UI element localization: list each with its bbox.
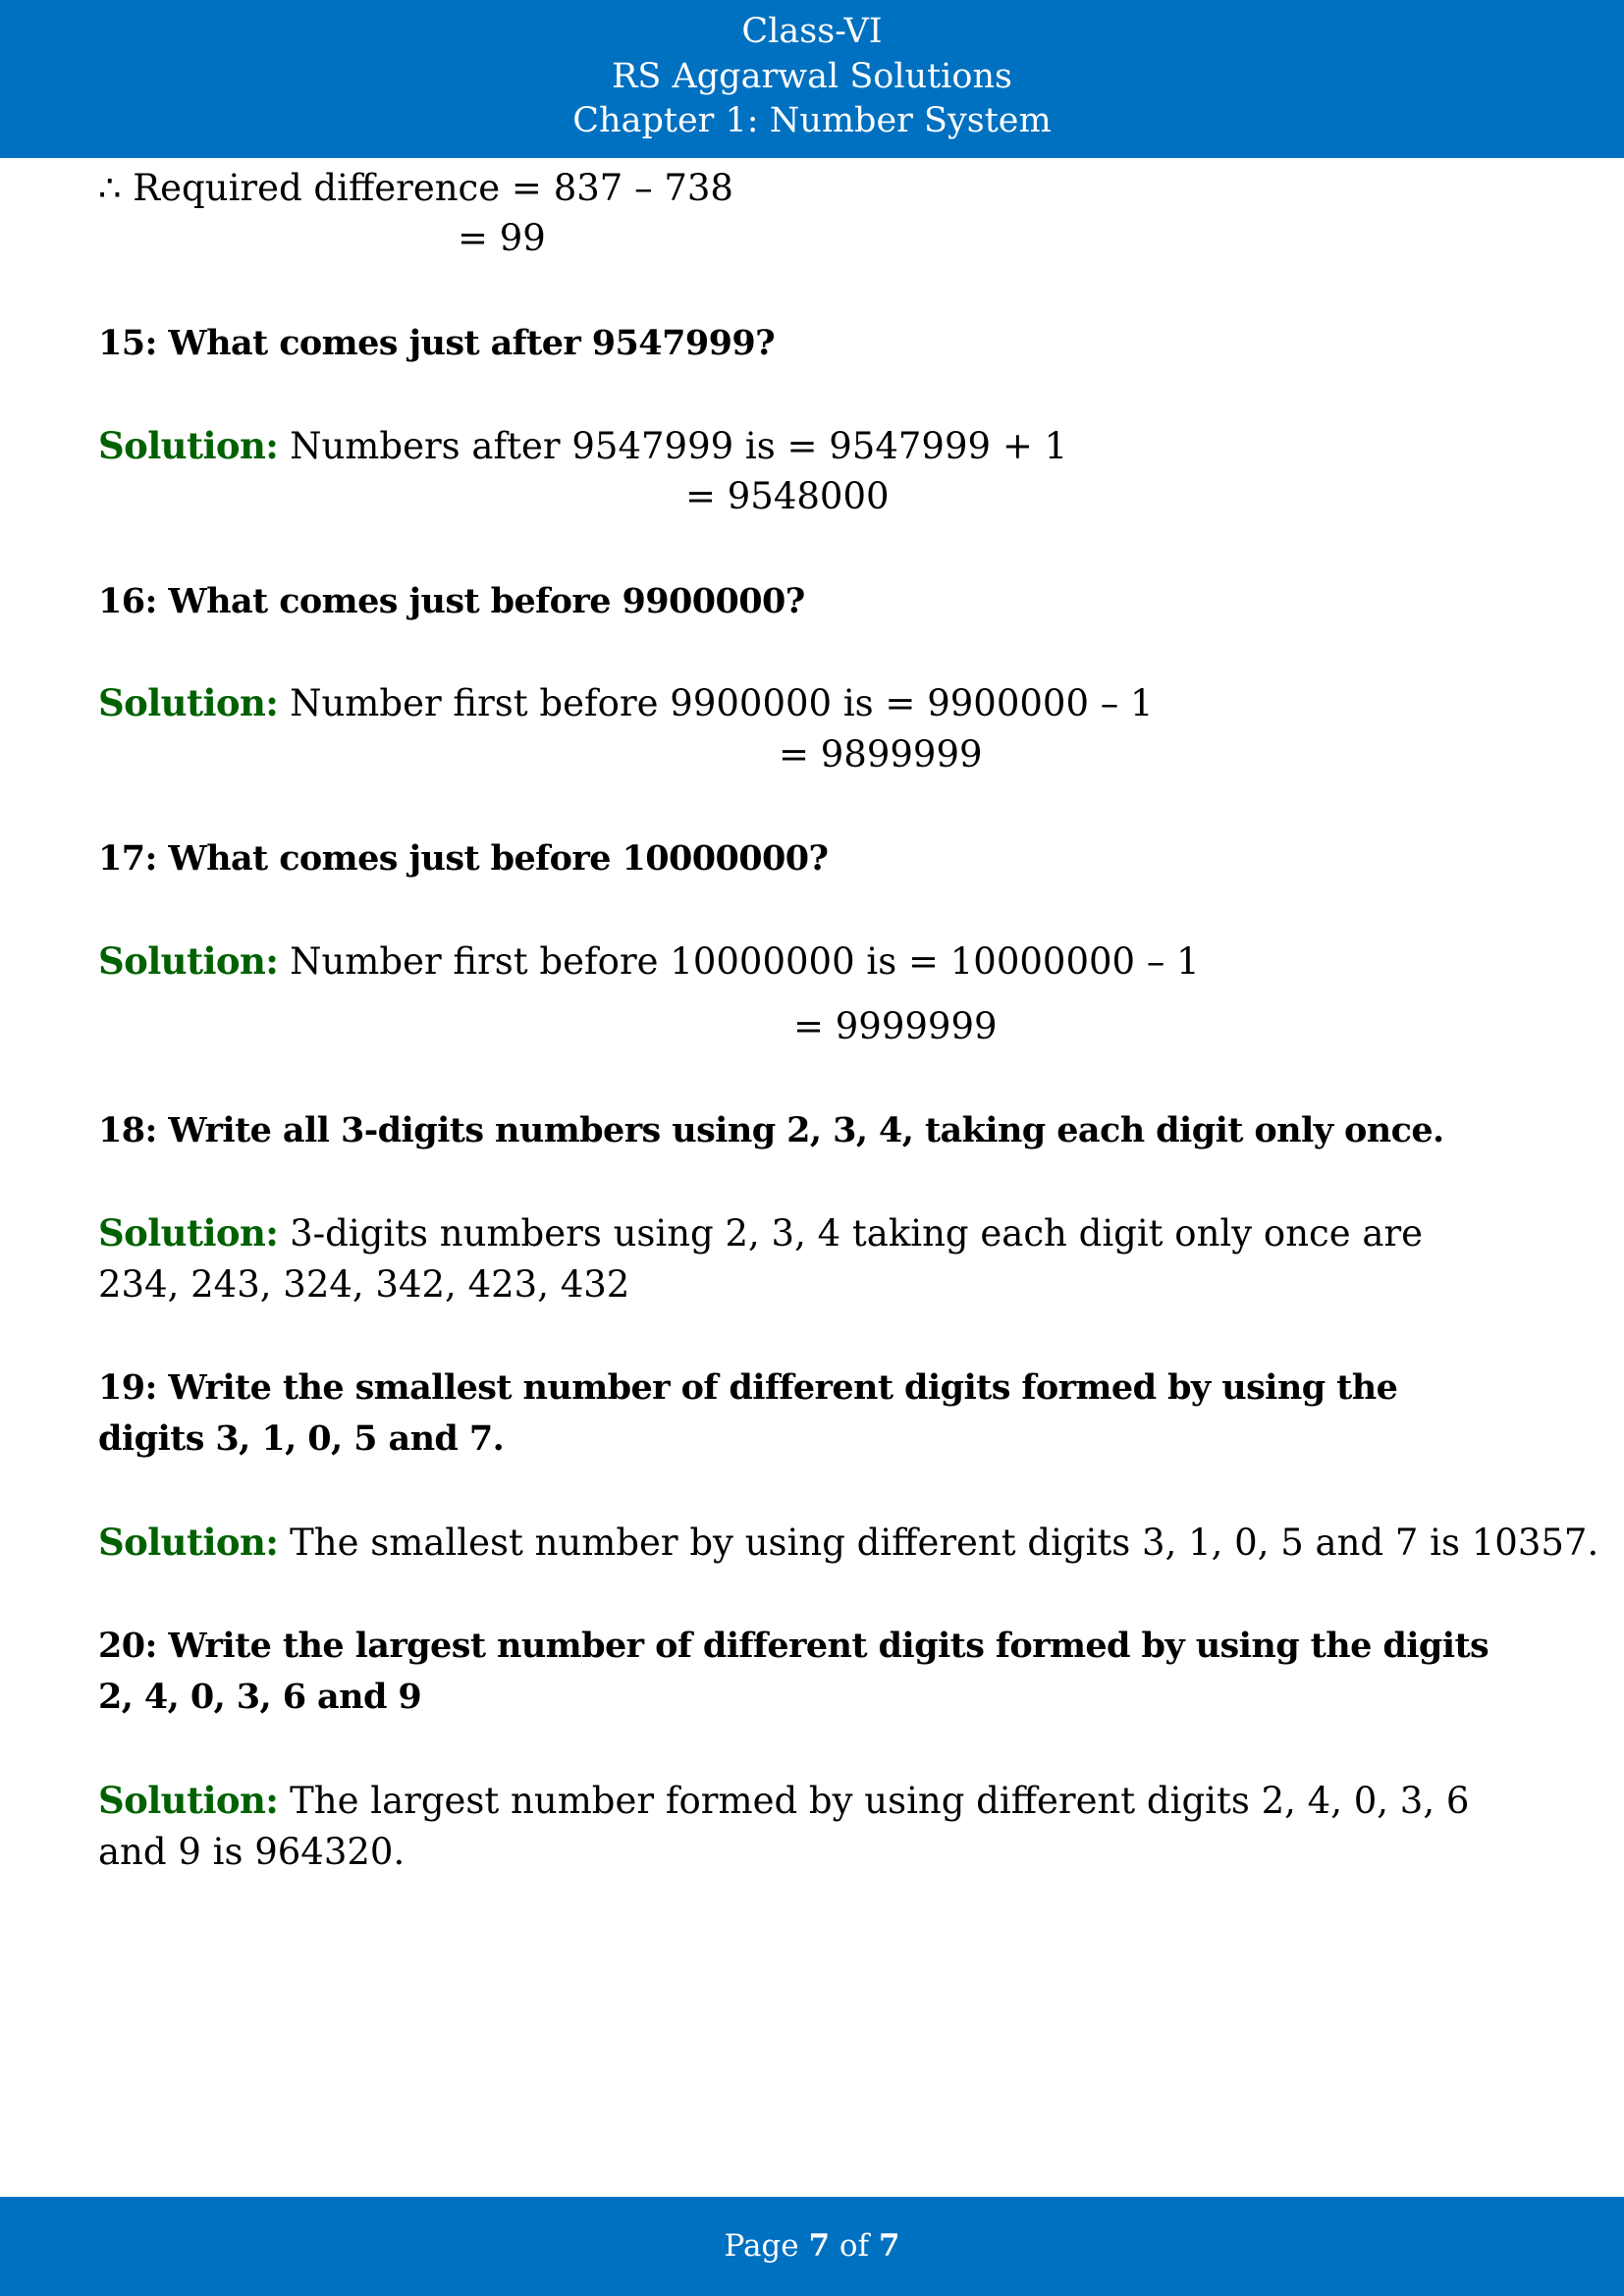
solution-16-line2: = 9899999 (779, 733, 983, 775)
current-page: 7 (808, 2228, 831, 2264)
page-word: Page (724, 2228, 799, 2264)
of-word: of (839, 2228, 870, 2264)
solution-label: Solution: (98, 681, 279, 724)
solution-15-line1: Numbers after 9547999 is = 9547999 + 1 (278, 425, 1068, 467)
solution-19-text: The smallest number by using different digits 3, 1, 0, 5 and 7 is 10357. (278, 1522, 1599, 1564)
question-19: 19: Write the smallest number of different digits formed by using the digits 3, 1, 0, 5 and 7. (98, 1367, 1398, 1459)
question-16: 16: What comes just before 9900000? (98, 581, 805, 621)
solution-label: Solution: (98, 939, 279, 983)
page-footer (0, 2197, 1624, 2296)
solution-18-text: 3-digits numbers using 2, 3, 4 taking each digit only once are 234, 243, 324, 342, 423, 432 (98, 1212, 1424, 1306)
question-20: 20: Write the largest number of different digits formed by using the digits 2, 4, 0, 3, 6 and 9 (98, 1626, 1489, 1717)
solution-15-line2: = 9548000 (685, 475, 890, 517)
solution-17-line2: = 9999999 (793, 1005, 998, 1047)
page-number (0, 2226, 1624, 2266)
question-15: 15: What comes just after 9547999? (98, 323, 775, 363)
solution-18 (98, 1207, 1492, 1310)
solution-15 (98, 422, 1067, 470)
header-class: Class-VI (741, 12, 883, 51)
header-book-title: RS Aggarwal Solutions (612, 57, 1012, 96)
solution-label: Solution: (98, 1521, 279, 1564)
solution-20-text: The largest number formed by using different digits 2, 4, 0, 3, 6 and 9 is 964320. (98, 1780, 1470, 1873)
solution-20 (98, 1775, 1492, 1878)
solution-17 (98, 937, 1200, 986)
solution-16-line1: Number first before 9900000 is = 9900000 – 1 (278, 682, 1154, 724)
page-header (0, 0, 1624, 158)
solution-19 (98, 1519, 1598, 1567)
question-17: 17: What comes just before 10000000? (98, 838, 829, 879)
solution-label: Solution: (98, 424, 279, 467)
total-pages: 7 (878, 2228, 900, 2264)
prev-answer-line2: = 99 (458, 217, 546, 259)
solution-label: Solution: (98, 1779, 279, 1822)
solution-16 (98, 679, 1154, 727)
header-chapter: Chapter 1: Number System (572, 101, 1052, 140)
solution-17-line1: Number first before 10000000 is = 10000000 – 1 (278, 940, 1200, 983)
solution-label: Solution: (98, 1211, 279, 1255)
question-18: 18: Write all 3-digits numbers using 2, 3, 4, taking each digit only once. (98, 1110, 1444, 1150)
prev-answer-line1: ∴ Required difference = 837 – 738 (98, 167, 733, 209)
